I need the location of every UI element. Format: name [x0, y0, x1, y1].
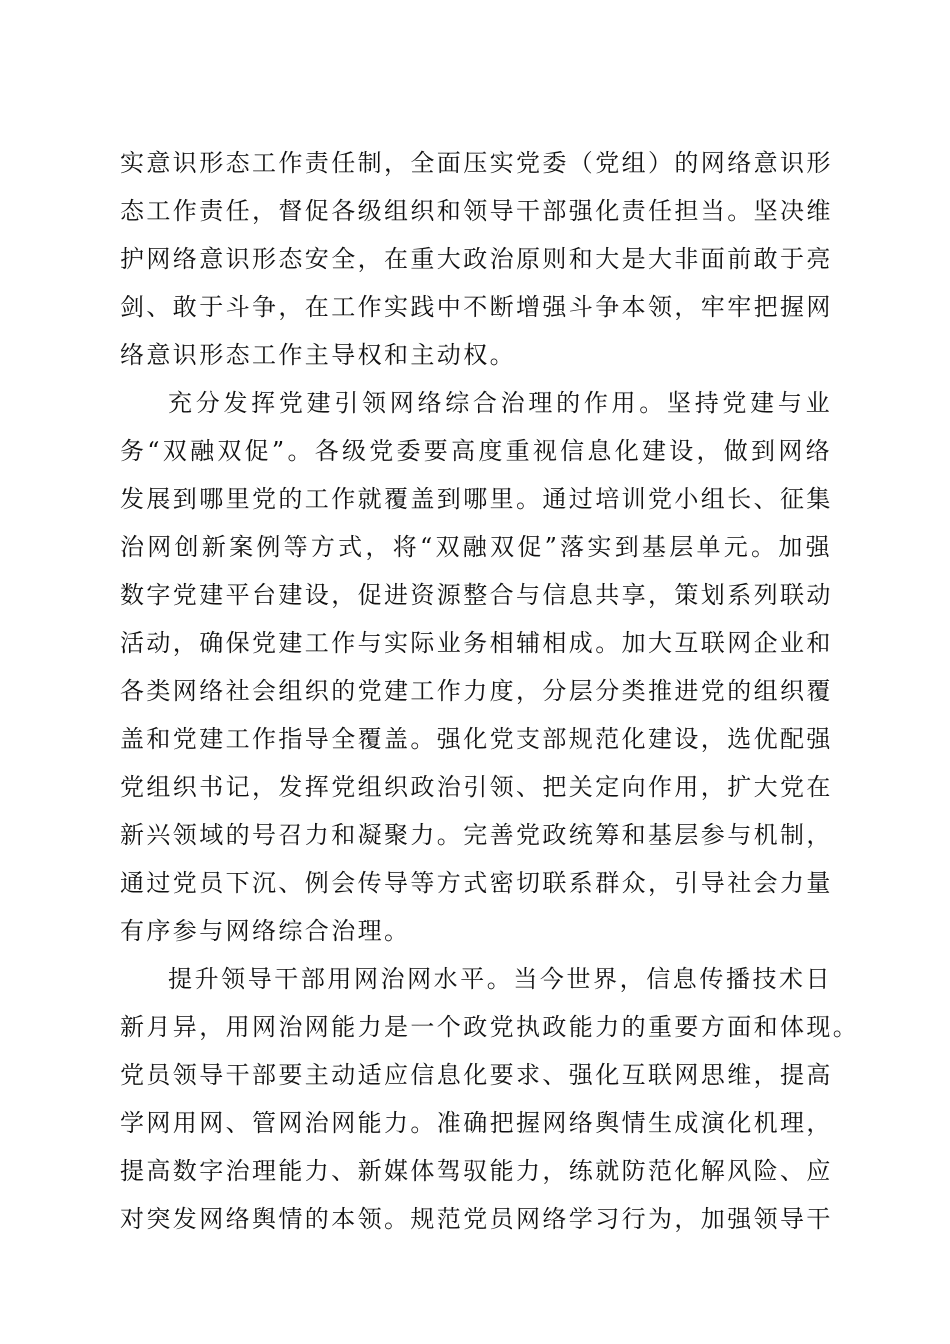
- text-line: 学网用网、管网治网能力。准确把握网络舆情生成演化机理，: [120, 1109, 833, 1137]
- body-text: [120, 139, 860, 1243]
- text-line: 剑、敢于斗争，在工作实践中不断增强斗争本领，牢牢把握网: [120, 293, 833, 321]
- text-line: 提高数字治理能力、新媒体驾驭能力，练就防范化解风险、应: [120, 1157, 833, 1185]
- text-line: 通过党员下沉、例会传导等方式密切联系群众，引导社会力量: [120, 869, 833, 897]
- text-line: 治网创新案例等方式，将“双融双促”落实到基层单元。加强: [120, 533, 832, 561]
- text-line: 党组织书记，发挥党组织政治引领、把关定向作用，扩大党在: [120, 773, 833, 801]
- text-line: 实意识形态工作责任制，全面压实党委（党组）的网络意识形: [120, 149, 833, 177]
- text-line: 络意识形态工作主导权和主动权。: [120, 341, 516, 369]
- text-line: 发展到哪里党的工作就覆盖到哪里。通过培训党小组长、征集: [120, 485, 833, 513]
- paragraph-first-line: 提升领导干部用网治网水平。当今世界，信息传播技术日: [168, 965, 832, 993]
- text-line: 务“双融双促”。各级党委要高度重视信息化建设，做到网络: [120, 437, 832, 465]
- text-line: 护网络意识形态安全，在重大政治原则和大是大非面前敢于亮: [120, 245, 833, 273]
- text-line: 盖和党建工作指导全覆盖。强化党支部规范化建设，选优配强: [120, 725, 833, 753]
- text-line: 数字党建平台建设，促进资源整合与信息共享，策划系列联动: [120, 581, 833, 609]
- paragraph-first-line: 充分发挥党建引领网络综合治理的作用。坚持党建与业: [168, 389, 832, 417]
- text-line: 有序参与网络综合治理。: [120, 917, 411, 945]
- text-line: 新兴领域的号召力和凝聚力。完善党政统筹和基层参与机制，: [120, 821, 833, 849]
- text-line: 新月异，用网治网能力是一个政党执政能力的重要方面和体现。: [120, 1013, 860, 1041]
- text-line: 党员领导干部要主动适应信息化要求、强化互联网思维，提高: [120, 1061, 833, 1089]
- text-line: 对突发网络舆情的本领。规范党员网络学习行为，加强领导干: [120, 1205, 833, 1233]
- text-line: 活动，确保党建工作与实际业务相辅相成。加大互联网企业和: [120, 629, 833, 657]
- text-line: 态工作责任，督促各级组织和领导干部强化责任担当。坚决维: [120, 197, 833, 225]
- text-line: 各类网络社会组织的党建工作力度，分层分类推进党的组织覆: [120, 677, 833, 705]
